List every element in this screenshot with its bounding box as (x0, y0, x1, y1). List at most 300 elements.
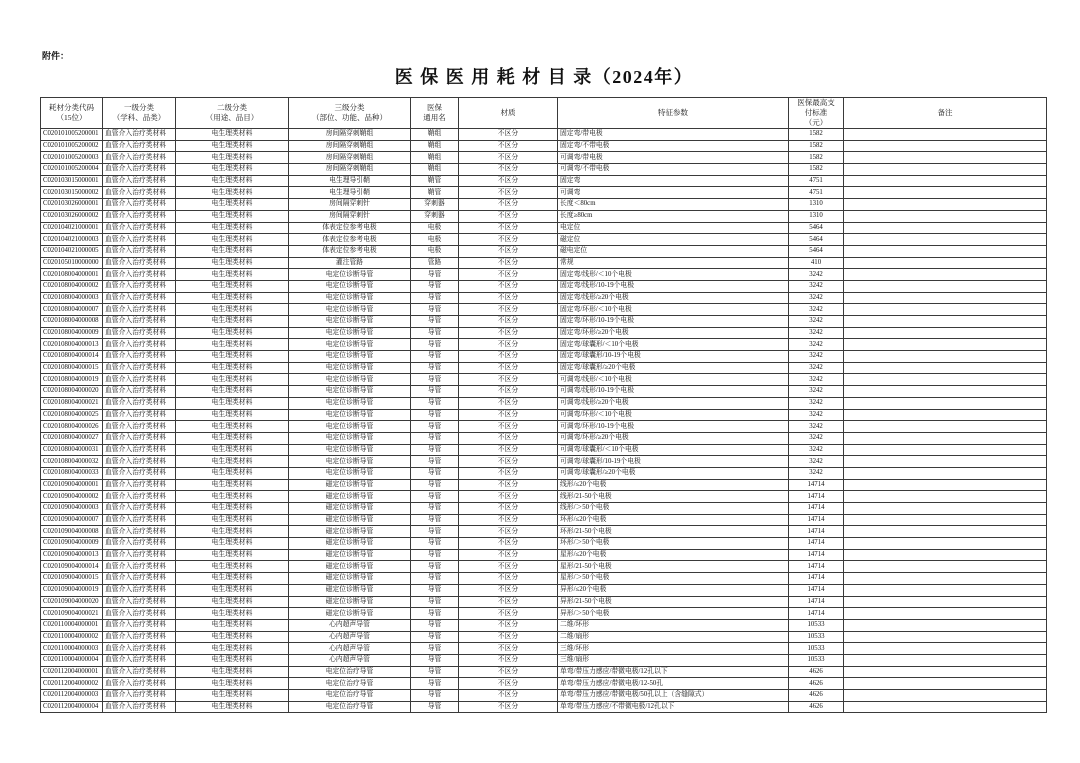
cell-features: 常规 (558, 257, 789, 269)
cell-category-1: 血管介入治疗类材料 (103, 199, 176, 211)
table-row (41, 596, 1047, 608)
cell-common-name: 导管 (411, 654, 459, 666)
cell-notes (844, 526, 1047, 538)
table-row (41, 526, 1047, 538)
cell-common-name: 导管 (411, 386, 459, 398)
cell-common-name: 导管 (411, 444, 459, 456)
cell-category-3: 磁定位诊断导管 (289, 584, 411, 596)
cell-notes (844, 269, 1047, 281)
cell-category-1: 血管介入治疗类材料 (103, 596, 176, 608)
cell-material: 不区分 (459, 561, 558, 573)
cell-category-3: 电定位诊断导管 (289, 386, 411, 398)
cell-category-1: 血管介入治疗类材料 (103, 538, 176, 550)
cell-category-3: 电定位诊断导管 (289, 269, 411, 281)
cell-notes (844, 397, 1047, 409)
cell-category-3: 电定位诊断导管 (289, 316, 411, 328)
cell-common-name: 导管 (411, 631, 459, 643)
cell-category-1: 血管介入治疗类材料 (103, 129, 176, 141)
cell-category-2: 电生理类材料 (176, 467, 289, 479)
cell-material: 不区分 (459, 269, 558, 281)
cell-category-2: 电生理类材料 (176, 619, 289, 631)
table-row (41, 129, 1047, 141)
cell-category-2: 电生理类材料 (176, 257, 289, 269)
cell-category-1: 血管介入治疗类材料 (103, 584, 176, 596)
table-row (41, 316, 1047, 328)
cell-max-payment: 1310 (789, 210, 844, 222)
cell-material: 不区分 (459, 467, 558, 479)
cell-category-2: 电生理类材料 (176, 351, 289, 363)
cell-max-payment: 1582 (789, 164, 844, 176)
cell-max-payment: 1582 (789, 129, 844, 141)
cell-material: 不区分 (459, 374, 558, 386)
cell-code: C020104021000001 (41, 222, 103, 234)
cell-material: 不区分 (459, 619, 558, 631)
cell-common-name: 导管 (411, 584, 459, 596)
cell-material: 不区分 (459, 701, 558, 713)
catalog-table (40, 97, 1047, 713)
cell-category-2: 电生理类材料 (176, 596, 289, 608)
cell-code: C020110004000001 (41, 619, 103, 631)
cell-category-1: 血管介入治疗类材料 (103, 374, 176, 386)
cell-code: C020108004000025 (41, 409, 103, 421)
cell-material: 不区分 (459, 280, 558, 292)
header-line: （15位） (56, 113, 87, 122)
cell-material: 不区分 (459, 608, 558, 620)
cell-features: 星形/＞50个电极 (558, 573, 789, 585)
cell-category-1: 血管介入治疗类材料 (103, 444, 176, 456)
cell-category-2: 电生理类材料 (176, 210, 289, 222)
cell-category-1: 血管介入治疗类材料 (103, 187, 176, 199)
cell-notes (844, 327, 1047, 339)
cell-common-name: 导管 (411, 549, 459, 561)
cell-category-3: 电定位诊断导管 (289, 456, 411, 468)
cell-category-1: 血管介入治疗类材料 (103, 339, 176, 351)
cell-code: C020108004000002 (41, 280, 103, 292)
table-row (41, 257, 1047, 269)
cell-code: C020109004000003 (41, 503, 103, 515)
cell-category-2: 电生理类材料 (176, 234, 289, 246)
cell-code: C020109004000013 (41, 549, 103, 561)
cell-code: C020108004000008 (41, 316, 103, 328)
cell-max-payment: 4626 (789, 666, 844, 678)
cell-material: 不区分 (459, 362, 558, 374)
cell-common-name: 导管 (411, 467, 459, 479)
cell-category-1: 血管介入治疗类材料 (103, 643, 176, 655)
cell-features: 二维/环形 (558, 619, 789, 631)
header-line: 医保 (427, 103, 442, 112)
header-features (558, 98, 789, 129)
cell-category-2: 电生理类材料 (176, 339, 289, 351)
cell-notes (844, 549, 1047, 561)
cell-category-2: 电生理类材料 (176, 164, 289, 176)
cell-code: C020110004000002 (41, 631, 103, 643)
table-row (41, 327, 1047, 339)
cell-max-payment: 14714 (789, 596, 844, 608)
cell-code: C020101005200003 (41, 152, 103, 164)
cell-features: 单弯/带压力感应/带微电极/50孔以上（含缝隙式） (558, 690, 789, 702)
cell-category-1: 血管介入治疗类材料 (103, 386, 176, 398)
cell-category-3: 电定位治疗导管 (289, 678, 411, 690)
table-row (41, 351, 1047, 363)
cell-material: 不区分 (459, 432, 558, 444)
cell-notes (844, 129, 1047, 141)
cell-common-name: 导管 (411, 432, 459, 444)
table-row (41, 386, 1047, 398)
cell-category-2: 电生理类材料 (176, 526, 289, 538)
table-row (41, 187, 1047, 199)
cell-code: C020105010000000 (41, 257, 103, 269)
cell-features: 长度≥80cm (558, 210, 789, 222)
cell-code: C020109004000002 (41, 491, 103, 503)
cell-category-2: 电生理类材料 (176, 432, 289, 444)
table-row (41, 409, 1047, 421)
cell-material: 不区分 (459, 152, 558, 164)
cell-features: 固定弯/环形/10-19个电极 (558, 316, 789, 328)
cell-material: 不区分 (459, 257, 558, 269)
cell-category-3: 房间隔穿刺针 (289, 210, 411, 222)
table-row (41, 397, 1047, 409)
cell-code: C020108004000001 (41, 269, 103, 281)
cell-features: 线形/21-50个电极 (558, 491, 789, 503)
header-line: （元） (804, 118, 828, 127)
cell-category-2: 电生理类材料 (176, 538, 289, 550)
cell-category-3: 电定位诊断导管 (289, 280, 411, 292)
cell-notes (844, 164, 1047, 176)
cell-category-3: 电定位诊断导管 (289, 374, 411, 386)
cell-max-payment: 1310 (789, 199, 844, 211)
cell-notes (844, 210, 1047, 222)
cell-material: 不区分 (459, 596, 558, 608)
table-row (41, 666, 1047, 678)
cell-features: 异形/21-50个电极 (558, 596, 789, 608)
cell-features: 固定弯 (558, 175, 789, 187)
cell-category-2: 电生理类材料 (176, 327, 289, 339)
cell-category-1: 血管介入治疗类材料 (103, 654, 176, 666)
cell-notes (844, 386, 1047, 398)
cell-category-2: 电生理类材料 (176, 549, 289, 561)
cell-max-payment: 3242 (789, 432, 844, 444)
cell-max-payment: 3242 (789, 386, 844, 398)
cell-notes (844, 456, 1047, 468)
cell-max-payment: 14714 (789, 526, 844, 538)
table-row (41, 234, 1047, 246)
table-row (41, 421, 1047, 433)
cell-notes (844, 339, 1047, 351)
cell-category-3: 磁定位诊断导管 (289, 549, 411, 561)
cell-features: 长度＜80cm (558, 199, 789, 211)
cell-features: 可调弯/环形/＜10个电极 (558, 409, 789, 421)
cell-max-payment: 3242 (789, 467, 844, 479)
cell-material: 不区分 (459, 678, 558, 690)
cell-category-2: 电生理类材料 (176, 409, 289, 421)
cell-category-1: 血管介入治疗类材料 (103, 257, 176, 269)
header-max-payment (789, 98, 844, 129)
cell-max-payment: 3242 (789, 444, 844, 456)
cell-features: 磁电定位 (558, 245, 789, 257)
cell-features: 电定位 (558, 222, 789, 234)
cell-category-3: 体表定位参考电极 (289, 222, 411, 234)
cell-features: 固定弯/环形/＜10个电极 (558, 304, 789, 316)
cell-notes (844, 643, 1047, 655)
cell-max-payment: 3242 (789, 292, 844, 304)
cell-code: C020109004000021 (41, 608, 103, 620)
cell-category-3: 心内超声导管 (289, 619, 411, 631)
cell-material: 不区分 (459, 292, 558, 304)
cell-material: 不区分 (459, 129, 558, 141)
cell-notes (844, 292, 1047, 304)
cell-notes (844, 199, 1047, 211)
cell-common-name: 导管 (411, 374, 459, 386)
cell-common-name: 电极 (411, 245, 459, 257)
cell-code: C020112004000002 (41, 678, 103, 690)
cell-code: C020108004000009 (41, 327, 103, 339)
cell-category-3: 电定位诊断导管 (289, 327, 411, 339)
cell-notes (844, 666, 1047, 678)
cell-features: 可调弯/带电极 (558, 152, 789, 164)
cell-material: 不区分 (459, 526, 558, 538)
cell-category-3: 电定位诊断导管 (289, 292, 411, 304)
cell-common-name: 导管 (411, 351, 459, 363)
table-row (41, 304, 1047, 316)
cell-common-name: 导管 (411, 561, 459, 573)
cell-notes (844, 467, 1047, 479)
cell-code: C020108004000031 (41, 444, 103, 456)
cell-category-1: 血管介入治疗类材料 (103, 280, 176, 292)
table-row (41, 479, 1047, 491)
cell-material: 不区分 (459, 503, 558, 515)
cell-category-1: 血管介入治疗类材料 (103, 304, 176, 316)
table-row (41, 503, 1047, 515)
cell-category-3: 电定位诊断导管 (289, 444, 411, 456)
cell-material: 不区分 (459, 386, 558, 398)
table-row (41, 199, 1047, 211)
cell-material: 不区分 (459, 222, 558, 234)
cell-category-1: 血管介入治疗类材料 (103, 690, 176, 702)
cell-category-1: 血管介入治疗类材料 (103, 327, 176, 339)
cell-category-3: 电定位治疗导管 (289, 690, 411, 702)
cell-common-name: 导管 (411, 503, 459, 515)
cell-category-2: 电生理类材料 (176, 479, 289, 491)
cell-max-payment: 14714 (789, 538, 844, 550)
cell-max-payment: 14714 (789, 491, 844, 503)
cell-material: 不区分 (459, 304, 558, 316)
cell-common-name: 导管 (411, 327, 459, 339)
cell-max-payment: 3242 (789, 351, 844, 363)
cell-category-3: 磁定位诊断导管 (289, 538, 411, 550)
header-category-2 (176, 98, 289, 129)
cell-features: 可调弯/环形/≥20个电极 (558, 432, 789, 444)
cell-category-1: 血管介入治疗类材料 (103, 701, 176, 713)
cell-material: 不区分 (459, 584, 558, 596)
cell-code: C020109004000014 (41, 561, 103, 573)
cell-common-name: 鞘组 (411, 140, 459, 152)
cell-material: 不区分 (459, 351, 558, 363)
table-row (41, 362, 1047, 374)
cell-category-3: 电定位诊断导管 (289, 339, 411, 351)
cell-category-2: 电生理类材料 (176, 362, 289, 374)
header-category-3 (289, 98, 411, 129)
cell-material: 不区分 (459, 245, 558, 257)
attachment-label: 附件： (42, 51, 70, 61)
cell-code: C020108004000032 (41, 456, 103, 468)
table-row (41, 549, 1047, 561)
cell-features: 线形/≤20个电极 (558, 479, 789, 491)
cell-category-3: 磁定位诊断导管 (289, 561, 411, 573)
cell-category-3: 心内超声导管 (289, 654, 411, 666)
cell-common-name: 导管 (411, 491, 459, 503)
cell-category-1: 血管介入治疗类材料 (103, 421, 176, 433)
cell-max-payment: 3242 (789, 397, 844, 409)
cell-category-3: 电定位治疗导管 (289, 701, 411, 713)
cell-code: C020108004000015 (41, 362, 103, 374)
cell-features: 可调弯/球囊形/＜10个电极 (558, 444, 789, 456)
cell-category-1: 血管介入治疗类材料 (103, 432, 176, 444)
header-line: 三级分类 (334, 103, 365, 112)
table-header-row (41, 98, 1047, 129)
cell-notes (844, 608, 1047, 620)
cell-common-name: 电极 (411, 222, 459, 234)
cell-features: 可调弯/球囊形/10-19个电极 (558, 456, 789, 468)
cell-category-3: 磁定位诊断导管 (289, 514, 411, 526)
cell-category-2: 电生理类材料 (176, 608, 289, 620)
cell-features: 可调弯/线形/10-19个电极 (558, 386, 789, 398)
cell-notes (844, 175, 1047, 187)
cell-category-3: 房间隔穿刺鞘组 (289, 140, 411, 152)
cell-category-1: 血管介入治疗类材料 (103, 549, 176, 561)
cell-category-2: 电生理类材料 (176, 561, 289, 573)
cell-category-2: 电生理类材料 (176, 199, 289, 211)
header-line: 一级分类 (124, 103, 154, 112)
cell-max-payment: 1582 (789, 140, 844, 152)
cell-category-1: 血管介入治疗类材料 (103, 678, 176, 690)
table-row (41, 561, 1047, 573)
cell-category-3: 房间隔穿刺针 (289, 199, 411, 211)
cell-common-name: 导管 (411, 690, 459, 702)
cell-category-3: 电定位诊断导管 (289, 421, 411, 433)
cell-category-1: 血管介入治疗类材料 (103, 362, 176, 374)
cell-code: C020103015000001 (41, 175, 103, 187)
cell-common-name: 导管 (411, 678, 459, 690)
cell-code: C020109004000015 (41, 573, 103, 585)
cell-category-2: 电生理类材料 (176, 175, 289, 187)
cell-material: 不区分 (459, 397, 558, 409)
cell-code: C020109004000009 (41, 538, 103, 550)
cell-common-name: 导管 (411, 409, 459, 421)
cell-common-name: 穿刺器 (411, 210, 459, 222)
cell-max-payment: 3242 (789, 316, 844, 328)
cell-category-2: 电生理类材料 (176, 421, 289, 433)
cell-material: 不区分 (459, 549, 558, 561)
cell-category-3: 电定位诊断导管 (289, 397, 411, 409)
cell-features: 固定弯/不带电极 (558, 140, 789, 152)
cell-code: C020101005200001 (41, 129, 103, 141)
table-row (41, 456, 1047, 468)
header-notes (844, 98, 1047, 129)
cell-category-1: 血管介入治疗类材料 (103, 164, 176, 176)
cell-code: C020108004000020 (41, 386, 103, 398)
cell-notes (844, 409, 1047, 421)
cell-common-name: 导管 (411, 316, 459, 328)
cell-common-name: 鞘组 (411, 129, 459, 141)
table-row (41, 514, 1047, 526)
cell-code: C020109004000001 (41, 479, 103, 491)
cell-common-name: 导管 (411, 573, 459, 585)
cell-category-1: 血管介入治疗类材料 (103, 222, 176, 234)
cell-code: C020108004000019 (41, 374, 103, 386)
table-row (41, 491, 1047, 503)
cell-code: C020112004000003 (41, 690, 103, 702)
cell-features: 星形/21-50个电极 (558, 561, 789, 573)
cell-code: C020110004000004 (41, 654, 103, 666)
cell-common-name: 穿刺器 (411, 199, 459, 211)
cell-max-payment: 10533 (789, 654, 844, 666)
cell-features: 固定弯/线形/＜10个电极 (558, 269, 789, 281)
cell-code: C020108004000003 (41, 292, 103, 304)
cell-features: 可调弯/不带电极 (558, 164, 789, 176)
cell-category-1: 血管介入治疗类材料 (103, 316, 176, 328)
cell-code: C020108004000013 (41, 339, 103, 351)
cell-code: C020109004000008 (41, 526, 103, 538)
cell-features: 磁定位 (558, 234, 789, 246)
cell-features: 可调弯/线形/≥20个电极 (558, 397, 789, 409)
cell-notes (844, 421, 1047, 433)
table-row (41, 292, 1047, 304)
cell-max-payment: 3242 (789, 304, 844, 316)
cell-notes (844, 222, 1047, 234)
cell-common-name: 导管 (411, 421, 459, 433)
cell-material: 不区分 (459, 164, 558, 176)
cell-notes (844, 245, 1047, 257)
cell-category-1: 血管介入治疗类材料 (103, 140, 176, 152)
cell-material: 不区分 (459, 643, 558, 655)
cell-features: 线形/＞50个电极 (558, 503, 789, 515)
cell-max-payment: 3242 (789, 362, 844, 374)
cell-material: 不区分 (459, 210, 558, 222)
cell-features: 环形/＞50个电极 (558, 538, 789, 550)
cell-features: 固定弯/球囊形/＜10个电极 (558, 339, 789, 351)
table-row (41, 444, 1047, 456)
cell-features: 固定弯/球囊形/≥20个电极 (558, 362, 789, 374)
cell-code: C020103015000002 (41, 187, 103, 199)
cell-category-2: 电生理类材料 (176, 631, 289, 643)
table-row (41, 374, 1047, 386)
cell-max-payment: 3242 (789, 327, 844, 339)
cell-common-name: 导管 (411, 397, 459, 409)
cell-category-1: 血管介入治疗类材料 (103, 514, 176, 526)
cell-material: 不区分 (459, 175, 558, 187)
header-line: 二级分类 (217, 103, 247, 112)
cell-notes (844, 619, 1047, 631)
cell-common-name: 导管 (411, 596, 459, 608)
cell-category-1: 血管介入治疗类材料 (103, 269, 176, 281)
cell-category-2: 电生理类材料 (176, 292, 289, 304)
cell-notes (844, 701, 1047, 713)
cell-max-payment: 3242 (789, 374, 844, 386)
cell-max-payment: 14714 (789, 561, 844, 573)
table-row (41, 608, 1047, 620)
cell-max-payment: 4626 (789, 678, 844, 690)
cell-max-payment: 14714 (789, 549, 844, 561)
cell-max-payment: 5464 (789, 222, 844, 234)
cell-material: 不区分 (459, 409, 558, 421)
cell-category-2: 电生理类材料 (176, 152, 289, 164)
cell-max-payment: 4751 (789, 175, 844, 187)
cell-max-payment: 3242 (789, 280, 844, 292)
cell-notes (844, 596, 1047, 608)
cell-category-1: 血管介入治疗类材料 (103, 245, 176, 257)
cell-features: 可调弯/线形/＜10个电极 (558, 374, 789, 386)
cell-common-name: 导管 (411, 538, 459, 550)
